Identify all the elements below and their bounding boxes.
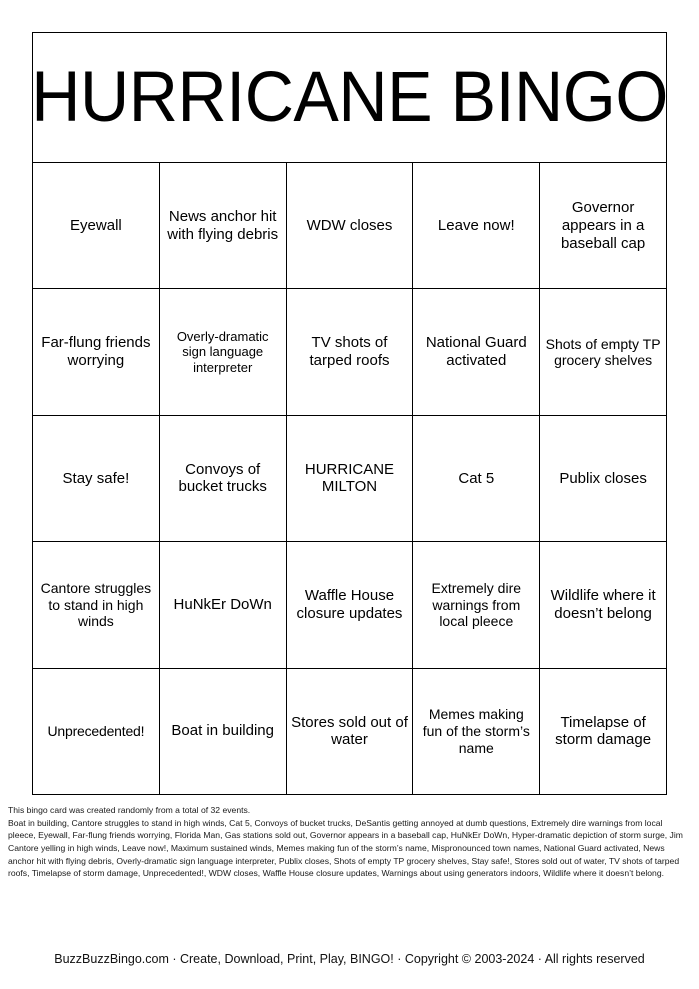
bingo-cell-label: National Guard activated <box>425 334 527 370</box>
bingo-cell[interactable] <box>413 542 540 668</box>
bingo-cell-label: Shots of empty TP grocery shelves <box>545 335 661 369</box>
bingo-cell[interactable] <box>33 289 160 415</box>
bingo-cell-label: Unprecedented! <box>47 723 145 739</box>
bingo-cell[interactable] <box>33 163 160 289</box>
bingo-cell[interactable] <box>413 669 540 795</box>
bingo-cell-label: News anchor hit with flying debris <box>167 208 279 243</box>
bingo-cell-label: TV shots of tarped roofs <box>309 334 390 370</box>
bingo-cell-label: HuNkEr DoWn <box>173 596 272 614</box>
bingo-card <box>32 32 667 795</box>
site-footer <box>0 952 699 966</box>
bingo-cell[interactable] <box>413 289 540 415</box>
bingo-cell[interactable] <box>287 289 414 415</box>
bingo-cell-label: Overly-dramatic sign language interpreter <box>176 329 269 375</box>
bingo-cell[interactable] <box>33 416 160 542</box>
footer-text: BuzzBuzzBingo.com · Create, Download, Print, Play, BINGO! · Copyright © 2003-2024 · All rights reserved <box>54 952 645 966</box>
bingo-cell-label: Leave now! <box>437 216 515 234</box>
bingo-cell-label: Timelapse of storm damage <box>555 713 652 749</box>
bingo-cell[interactable] <box>160 289 287 415</box>
bingo-cell-label: Memes making fun of the storm’s name <box>422 706 530 756</box>
bingo-cell[interactable] <box>540 163 667 289</box>
bingo-cell[interactable] <box>33 669 160 795</box>
bingo-cell-label: Far-flung friends worrying <box>41 334 151 370</box>
bingo-cell[interactable] <box>160 542 287 668</box>
bingo-cell-label: WDW closes <box>306 216 393 234</box>
bingo-cell-label: Extremely dire warnings from local pleece <box>431 580 522 630</box>
bingo-cell-label: Governor appears in a baseball cap <box>560 199 646 252</box>
bingo-cell[interactable] <box>540 669 667 795</box>
bingo-grid <box>33 163 667 795</box>
bingo-cell-label: Stay safe! <box>62 469 130 487</box>
bingo-cell[interactable] <box>413 163 540 289</box>
footnote-block <box>8 804 691 880</box>
bingo-cell-label: Boat in building <box>171 722 274 740</box>
bingo-cell-label: Publix closes <box>559 469 647 487</box>
bingo-cell[interactable] <box>287 542 414 668</box>
bingo-cell[interactable] <box>287 163 414 289</box>
bingo-cell[interactable] <box>540 289 667 415</box>
bingo-cell[interactable] <box>160 163 287 289</box>
card-title: HURRICANE BINGO <box>31 58 668 137</box>
bingo-cell[interactable] <box>287 669 414 795</box>
bingo-cell[interactable] <box>540 542 667 668</box>
bingo-cell-label: Stores sold out of water <box>291 713 408 749</box>
bingo-cell[interactable] <box>413 416 540 542</box>
bingo-cell-label: Cantore struggles to stand in high winds <box>40 580 152 630</box>
bingo-cell-label: Wildlife where it doesn’t belong <box>550 587 656 622</box>
bingo-cell-label: Waffle House closure updates <box>296 587 403 622</box>
footnote-line-events: Boat in building, Cantore struggles to stand in high winds, Cat 5, Convoys of bucket trucks, DeSantis getting annoyed at dumb questions, Extremely dire warnings from local pleece, Eyewall, Far-flung friends worrying, Florida Man, Gas stations sold out, Governor appears in a baseball cap, HuNkEr DoWn, Hyper-dramatic depiction of storm surge, Jim Cantore yelling in high winds, Leave now!, Maximum sustained winds, Memes making fun of the storm’s name, Mispronounced town names, National Guard activated, News anchor hit with flying debris, Overly-dramatic sign language interpreter, Publix closes, Shots of empty TP grocery shelves, Stay safe!, Stores sold out of water, TV shots of tarped roofs, Timelapse of storm damage, Unprecedented!, WDW closes, Waffle House closure updates, Warnings about using generators indoors, Wildlife where it doesn’t belong. <box>8 817 683 879</box>
footnote-line-total: This bingo card was created randomly from a total of 32 events. <box>8 805 251 815</box>
bingo-cell[interactable] <box>540 416 667 542</box>
bingo-cell[interactable] <box>160 416 287 542</box>
bingo-cell[interactable] <box>33 542 160 668</box>
card-title-box <box>33 33 667 163</box>
bingo-cell-label: Cat 5 <box>458 469 495 487</box>
bingo-cell[interactable] <box>287 416 414 542</box>
bingo-cell[interactable] <box>160 669 287 795</box>
bingo-cell-label: HURRICANE MILTON <box>304 460 395 496</box>
bingo-cell-label: Convoys of bucket trucks <box>178 460 267 496</box>
bingo-cell-label: Eyewall <box>70 216 122 234</box>
